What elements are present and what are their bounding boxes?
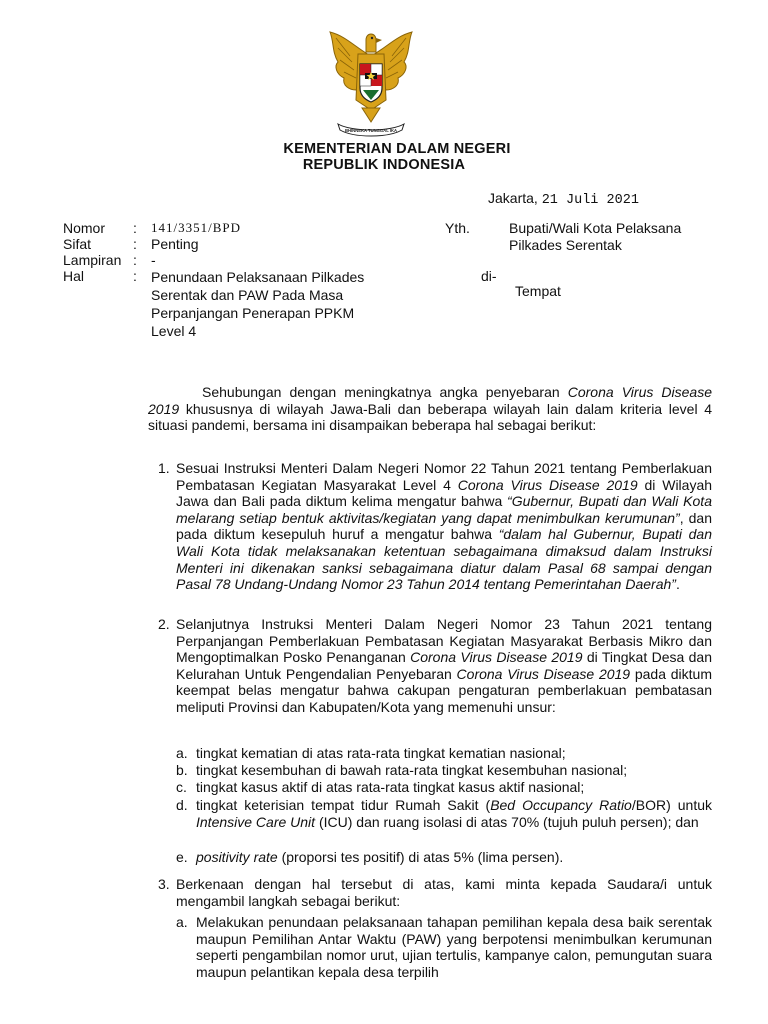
colon: :	[133, 236, 137, 252]
italic-text: Intensive Care Unit	[196, 813, 316, 830]
text: tingkat keterisian tempat tidur Rumah Sakit (	[196, 797, 491, 813]
text: /BOR) untuk	[631, 797, 712, 813]
country-title: REPUBLIK INDONESIA	[302, 157, 466, 173]
hal-value: Penundaan Pelaksanaan Pilkades Serentak dan PAW Pada Masa Perpanjangan Penerapan PPKM Level 4	[151, 269, 365, 339]
quote-text: “dalam hal Gubernur, Bupati dan Wali Kota tidak melaksanakan ketentuan sebagaimana dimaksud dalam Instruksi Menteri ini dikenakan sanksi sebagaimana diatur dalam Pasal 68 sampai dengan Pasal 78 Undang-Undang Nomor 23 Tahun 2014 tentang Pemerintahan Daerah”	[176, 526, 713, 593]
colon: :	[133, 252, 137, 268]
date-value: 21 Juli 2021	[541, 193, 639, 208]
text: pada diktum keempat belas mengatur bahwa cakupan pengaturan pemberlakuan pembatasan meliputi Provinsi dan Kabupaten/Kota yang memenuhi unsur:	[176, 665, 712, 715]
italic-text: Bed Occupancy Ratio	[490, 797, 632, 813]
quote-text: “Gubernur, Bupati dan Wali Kota melarang setiap bentuk aktivitas/kegiatan yang dapat menimbulkan kerumunan”	[176, 493, 712, 526]
nomor-label: Nomor	[63, 220, 106, 236]
sub-text: tingkat kasus aktif di atas rata-rata tingkat kasus aktif nasional;	[196, 779, 585, 795]
italic-text: Corona Virus Disease 2019	[410, 649, 583, 666]
italic-text: positivity rate	[196, 849, 278, 865]
sub-text: Melakukan penundaan pelaksanaan tahapan pemilihan kepala desa baik serentak maupun Pemilihan Antar Waktu (PAW) yang berpotensi menimbulkan kerumunan seperti pengambilan nomor urut, ujian tertulis, kampanye calon, pemungutan suara maupun pelantikan kepala desa terpilih	[196, 914, 712, 980]
marker: e.	[176, 849, 188, 865]
marker: c.	[176, 779, 187, 795]
sub-text: tingkat kesembuhan di bawah rata-rata tingkat kesembuhan nasional;	[196, 762, 628, 778]
intro-text: Sehubungan dengan meningkatnya angka penyebaran	[202, 384, 568, 400]
text: Sesuai Instruksi Menteri Dalam Negeri Nomor 22 Tahun 2021 tentang Pemberlakuan Pembatasan Kegiatan Masyarakat Level 4	[176, 460, 712, 493]
recipient-line-2: Pilkades Serentak	[509, 237, 622, 253]
garuda-emblem	[316, 26, 426, 144]
intro-text-end: khususnya di wilayah Jawa-Bali dan beberapa wilayah lain dalam kriteria level 4 situasi pandemi, bersama ini disampaikan beberapa hal sebagai berikut:	[148, 400, 712, 434]
date-place: Jakarta,	[488, 190, 538, 206]
sub-text: tingkat kematian di atas rata-rata tingkat kematian nasional;	[196, 745, 566, 761]
nomor-value: 141/3351/BPD	[151, 220, 242, 235]
text: di Tingkat Desa dan Kelurahan Untuk Pengendalian Penyebaran	[176, 649, 712, 682]
intro-paragraph	[148, 384, 712, 434]
marker: d.	[176, 797, 188, 813]
text: , dan pada diktum kesepuluh huruf a mengatur bahwa	[176, 509, 712, 543]
recipient-line-1: Bupati/Wali Kota Pelaksana	[509, 220, 682, 236]
item-number-3: 3.	[158, 876, 170, 892]
item-1-text	[176, 460, 712, 593]
text: (proporsi tes positif) di atas 5% (lima persen).	[277, 849, 564, 865]
italic-text: Corona Virus Disease 2019	[456, 665, 631, 682]
sub-text	[196, 797, 712, 830]
letter-date	[488, 190, 639, 208]
ministry-title: KEMENTERIAN DALAM NEGERI	[283, 141, 511, 157]
text: Selanjutnya Instruksi Menteri Dalam Negeri Nomor 23 Tahun 2021 tentang Perpanjangan Pemberlakuan Pembatasan Kegiatan Masyarakat Berbasis Mikro dan Mengoptimalkan Posko Penanganan	[176, 616, 712, 666]
item-number-1: 1.	[158, 460, 170, 476]
text: (ICU) dan ruang isolasi di atas 70% (tujuh puluh persen); dan	[315, 813, 699, 830]
di-label: di-	[481, 268, 497, 284]
sifat-label: Sifat	[63, 236, 92, 252]
lampiran-value: -	[151, 252, 156, 268]
sub-text	[196, 849, 712, 866]
item-number-2: 2.	[158, 616, 170, 632]
item-2-text	[176, 616, 712, 716]
italic-text: Corona Virus Disease 2019	[457, 476, 638, 493]
marker: b.	[176, 762, 188, 778]
lampiran-label: Lampiran	[63, 252, 122, 268]
colon: :	[133, 220, 137, 236]
intro-italic: Corona Virus Disease 2019	[148, 384, 713, 417]
marker: a.	[176, 745, 188, 761]
text: .	[675, 576, 680, 593]
text: di Wilayah Jawa dan Bali pada diktum kelima mengatur bahwa	[176, 476, 713, 510]
hal-label: Hal	[63, 268, 85, 284]
tempat-label: Tempat	[515, 283, 561, 299]
item-3-text: Berkenaan dengan hal tersebut di atas, kami minta kepada Saudara/i untuk mengambil langkah sebagai berikut:	[176, 876, 712, 909]
marker: a.	[176, 914, 188, 930]
sifat-value: Penting	[151, 236, 199, 252]
colon: :	[133, 268, 137, 284]
yth-label: Yth.	[445, 220, 470, 236]
emblem-motto: BHINNEKA TUNGGAL IKA	[344, 128, 398, 133]
